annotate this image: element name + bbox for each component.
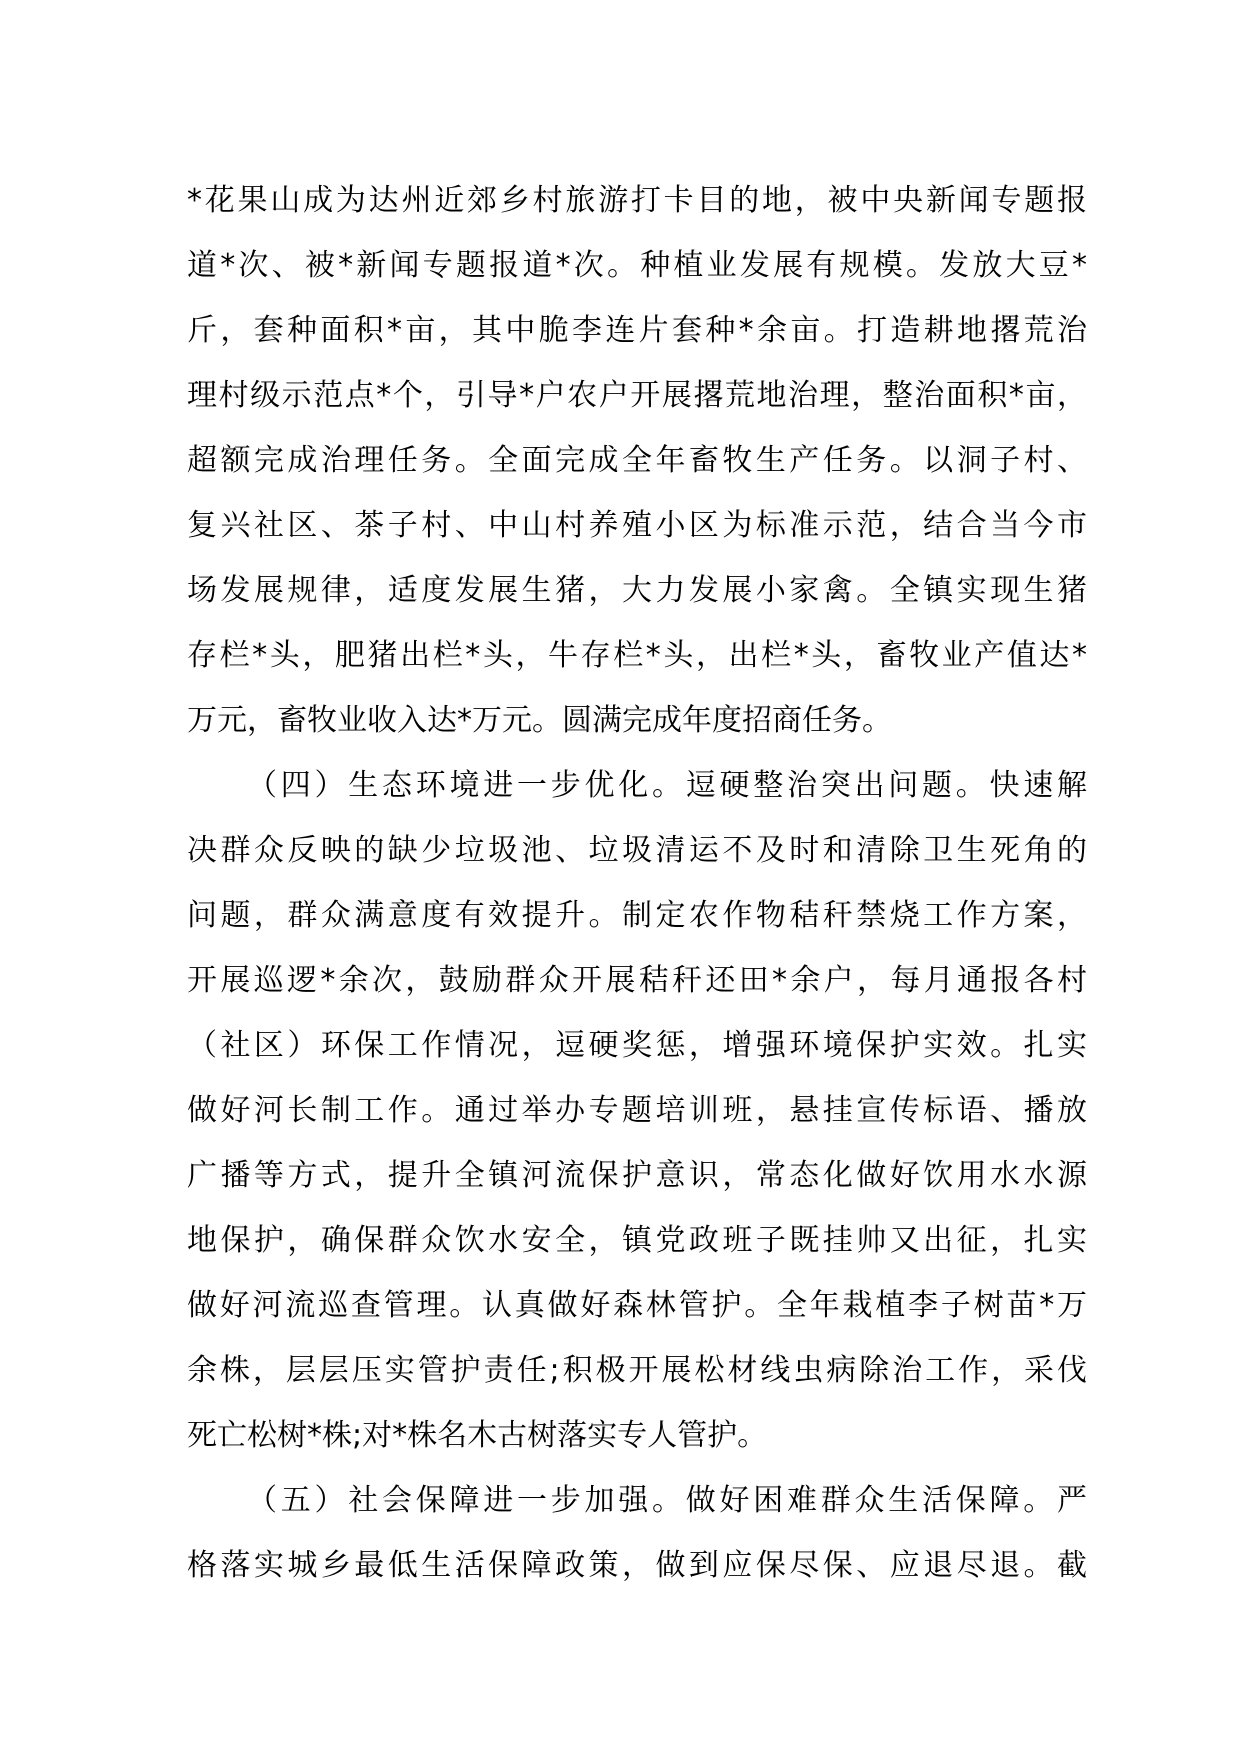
text-line-7: 场发展规律，适度发展生猪，大力发展小家禽。全镇实现生猪: [187, 573, 1087, 608]
text-line-9: 万元，畜牧业收入达*万元。圆满完成年度招商任务。: [187, 703, 892, 738]
text-line-8: 存栏*头，肥猪出栏*头，牛存栏*头，出栏*头，畜牧业产值达*: [187, 638, 1087, 673]
text-line-2: 道*次、被*新闻专题报道*次。种植业发展有规模。发放大豆*: [187, 248, 1087, 283]
text-line-3: 斤，套种面积*亩，其中脆李连片套种*余亩。打造耕地撂荒治: [187, 313, 1087, 348]
text-line-20: 死亡松树*株;对*株名木古树落实专人管护。: [187, 1418, 768, 1453]
text-line-18: 做好河流巡查管理。认真做好森林管护。全年栽植李子树苗*万: [187, 1288, 1087, 1323]
text-line-19: 余株，层层压实管护责任;积极开展松材线虫病除治工作，采伐: [187, 1353, 1087, 1388]
text-line-22: 格落实城乡最低生活保障政策，做到应保尽保、应退尽退。截: [187, 1548, 1087, 1583]
text-line-13: 开展巡逻*余次，鼓励群众开展秸秆还田*余户，每月通报各村: [187, 963, 1087, 998]
section-heading-5: （五）社会保障进一步加强。做好困难群众生活保障。严: [247, 1483, 1087, 1518]
text-line-11: 决群众反映的缺少垃圾池、垃圾清运不及时和清除卫生死角的: [187, 833, 1087, 868]
text-line-15: 做好河长制工作。通过举办专题培训班，悬挂宣传标语、播放: [187, 1093, 1087, 1128]
text-line-4: 理村级示范点*个，引导*户农户开展撂荒地治理，整治面积*亩，: [187, 378, 1087, 413]
text-line-14: （社区）环保工作情况，逗硬奖惩，增强环境保护实效。扎实: [187, 1028, 1087, 1063]
body-text: [187, 168, 1087, 1598]
text-line-5: 超额完成治理任务。全面完成全年畜牧生产任务。以洞子村、: [187, 443, 1087, 478]
text-line-12: 问题，群众满意度有效提升。制定农作物秸秆禁烧工作方案，: [187, 898, 1087, 933]
text-line-17: 地保护，确保群众饮水安全，镇党政班子既挂帅又出征，扎实: [187, 1223, 1087, 1258]
text-line-1: *花果山成为达州近郊乡村旅游打卡目的地，被中央新闻专题报: [187, 183, 1087, 218]
section-heading-4: （四）生态环境进一步优化。逗硬整治突出问题。快速解: [247, 768, 1087, 803]
text-line-6: 复兴社区、茶子村、中山村养殖小区为标准示范，结合当今市: [187, 508, 1087, 543]
text-line-16: 广播等方式，提升全镇河流保护意识，常态化做好饮用水水源: [187, 1158, 1087, 1193]
